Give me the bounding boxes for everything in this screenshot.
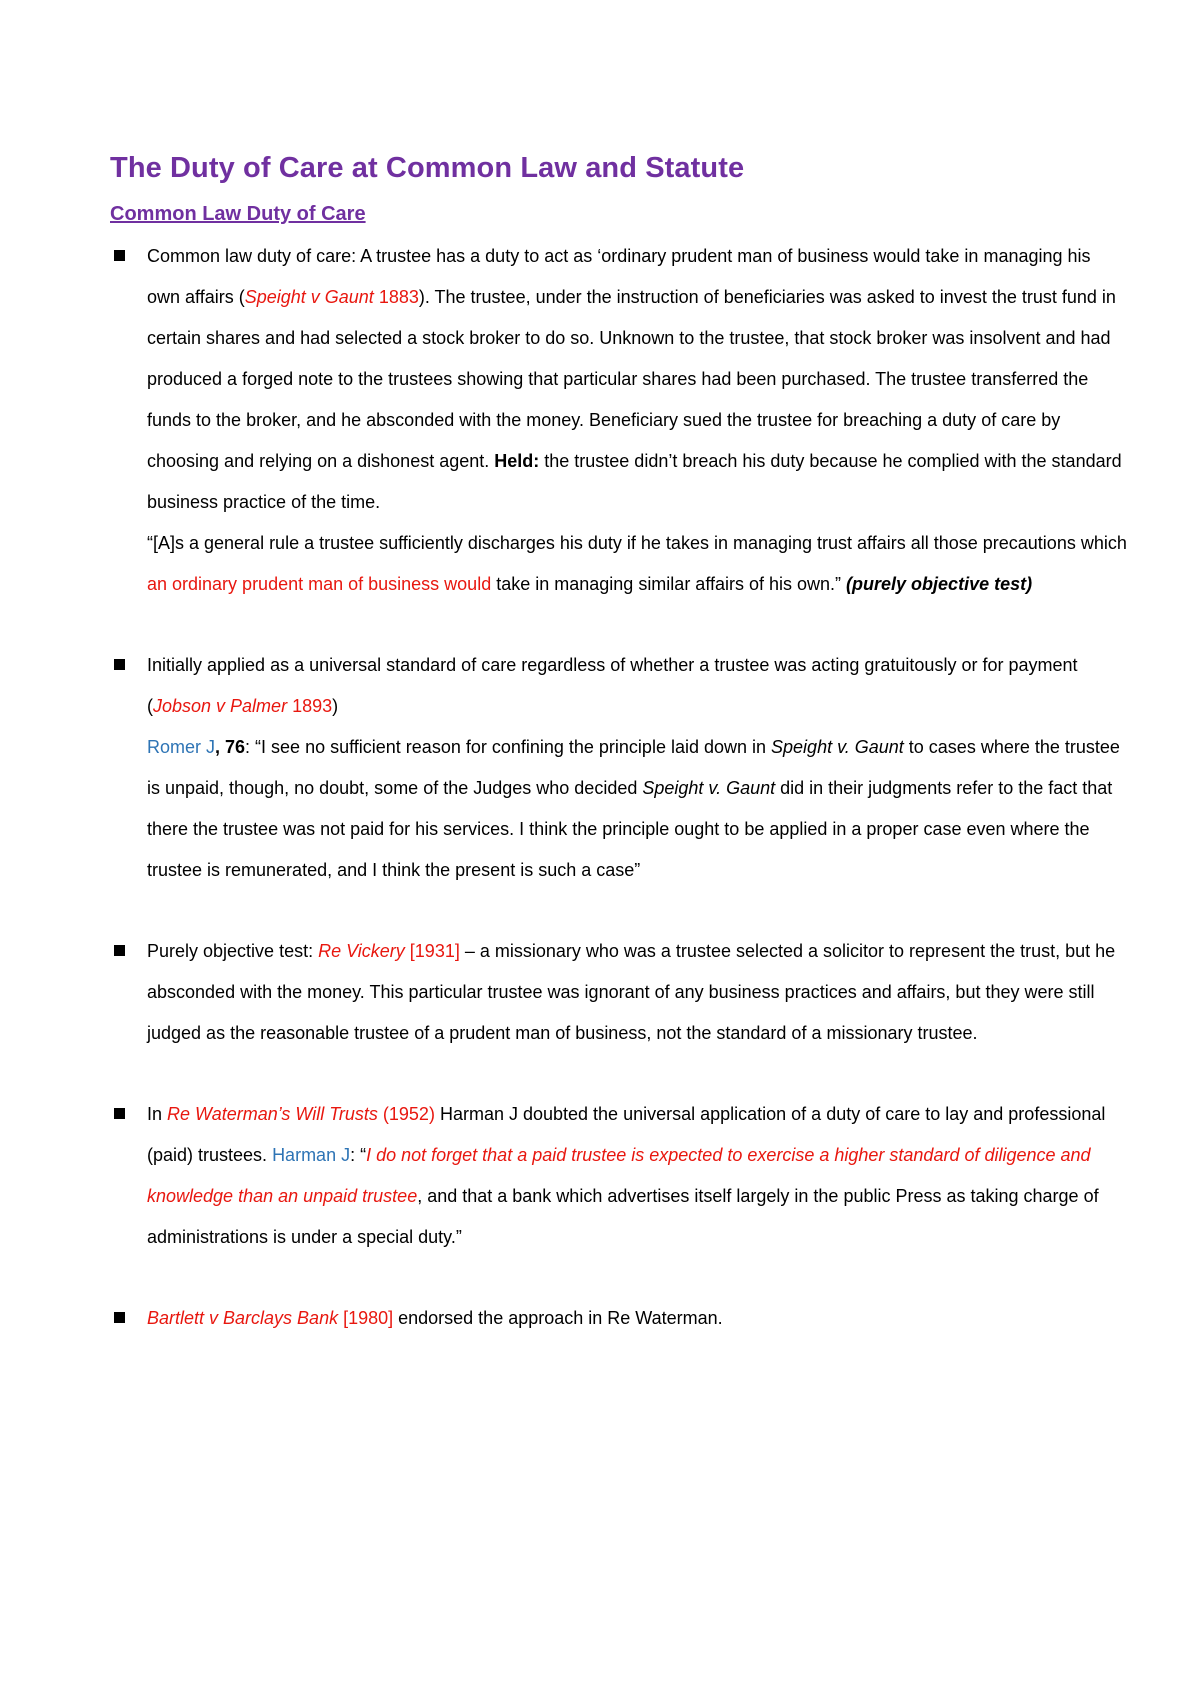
case-name: Bartlett v Barclays Bank bbox=[147, 1308, 339, 1328]
section-heading: Common Law Duty of Care bbox=[110, 203, 366, 225]
text: Harman J doubted the universal application of a duty of care to lay and professional (paid) trustees. bbox=[147, 1104, 1106, 1165]
case-year: 1883 bbox=[373, 287, 419, 307]
list-item-waterman bbox=[110, 1094, 1127, 1258]
paragraph bbox=[147, 645, 1127, 727]
square-bullet-icon bbox=[114, 945, 125, 956]
text: Common law duty of care: A trustee has a duty to act as ‘ordinary prudent man of business would take in managing his own affairs ( bbox=[147, 246, 1091, 307]
text: take in managing similar affairs of his own.” bbox=[491, 574, 847, 594]
list-item-jobson bbox=[110, 645, 1127, 891]
spacer bbox=[110, 1258, 1200, 1298]
quote-text: I do not forget that a paid trustee is expected to exercise a higher standard of diligence and knowledge than an unpaid trustee bbox=[147, 1145, 1091, 1206]
text: : “I see no sufficient reason for confining the principle laid down in bbox=[245, 737, 772, 757]
text: ). The trustee, under the instruction of beneficiaries was asked to invest the trust fund in certain shares and had selected a stock broker to do so. Unknown to the trustee, that stock broker was insolvent and had produced a forged note to the trustees showing that particular shares had been purchased. The trustee transferred the funds to the broker, and he absconded with the money. Beneficiary sued the trustee for breaching a duty of care by choosing and relying on a dishonest agent. bbox=[147, 287, 1116, 471]
square-bullet-icon bbox=[114, 1108, 125, 1119]
judge-name: Harman J bbox=[272, 1145, 351, 1165]
paragraph bbox=[147, 236, 1127, 523]
judge-name: Romer J bbox=[147, 737, 216, 757]
case-year: (1952) bbox=[377, 1104, 435, 1124]
list-item-bartlett bbox=[110, 1298, 1127, 1339]
text: : “ bbox=[350, 1145, 367, 1165]
paragraph bbox=[147, 1094, 1127, 1258]
quote-paragraph bbox=[147, 523, 1127, 605]
highlight-text: an ordinary prudent man of business would bbox=[147, 574, 492, 594]
case-year: [1980] bbox=[338, 1308, 394, 1328]
list-item-speight bbox=[110, 236, 1127, 605]
text: “[A]s a general rule a trustee sufficiently discharges his duty if he takes in managing trust affairs all those precautions which bbox=[147, 533, 1127, 553]
paragraph bbox=[147, 1298, 1127, 1339]
square-bullet-icon bbox=[114, 659, 125, 670]
page-title: The Duty of Care at Common Law and Statute bbox=[110, 152, 745, 184]
text: – a missionary who was a trustee selected a solicitor to represent the trust, but he absconded with the money. This particular trustee was ignorant of any business practices and affairs, but they were still judged as the reasonable trustee of a prudent man of business, not the standard of a missionary trustee. bbox=[147, 941, 1116, 1043]
held-label: Held: bbox=[494, 451, 540, 471]
square-bullet-icon bbox=[114, 1312, 125, 1323]
spacer bbox=[110, 891, 1200, 931]
case-name: Speight v. Gaunt bbox=[642, 778, 776, 798]
text: Initially applied as a universal standard of care regardless of whether a trustee was acting gratuitously or for payment ( bbox=[147, 655, 1078, 716]
case-name: Re Waterman’s Will Trusts bbox=[167, 1104, 378, 1124]
spacer bbox=[110, 1054, 1200, 1094]
note-text: (purely objective test) bbox=[846, 574, 1033, 594]
case-year: [1931] bbox=[404, 941, 460, 961]
text: the trustee didn’t breach his duty because he complied with the standard business practice of the time. bbox=[147, 451, 1122, 512]
reference: , 76 bbox=[215, 737, 246, 757]
list-item-vickery bbox=[110, 931, 1127, 1054]
text: Purely objective test: bbox=[147, 941, 319, 961]
case-name: Speight v. Gaunt bbox=[771, 737, 904, 757]
text: In bbox=[147, 1104, 168, 1124]
case-name: Jobson v Palmer bbox=[153, 696, 288, 716]
text: endorsed the approach in Re Waterman. bbox=[393, 1308, 723, 1328]
text: , and that a bank which advertises itself largely in the public Press as taking charge of administrations is under a special duty.” bbox=[147, 1186, 1099, 1247]
quote-paragraph bbox=[147, 727, 1127, 891]
case-name: Re Vickery bbox=[318, 941, 405, 961]
case-year: 1893 bbox=[287, 696, 333, 716]
spacer bbox=[110, 605, 1200, 645]
text: ) bbox=[332, 696, 339, 716]
bullet-list bbox=[110, 236, 1200, 1339]
case-name: Speight v Gaunt bbox=[244, 287, 374, 307]
text: to cases where the trustee is unpaid, though, no doubt, some of the Judges who decided bbox=[147, 737, 1120, 798]
text: did in their judgments refer to the fact that there the trustee was not paid for his services. I think the principle ought to be applied in a proper case even where the trustee is remunerated, and I think the present is such a case” bbox=[147, 778, 1113, 880]
square-bullet-icon bbox=[114, 250, 125, 261]
paragraph bbox=[147, 931, 1127, 1054]
